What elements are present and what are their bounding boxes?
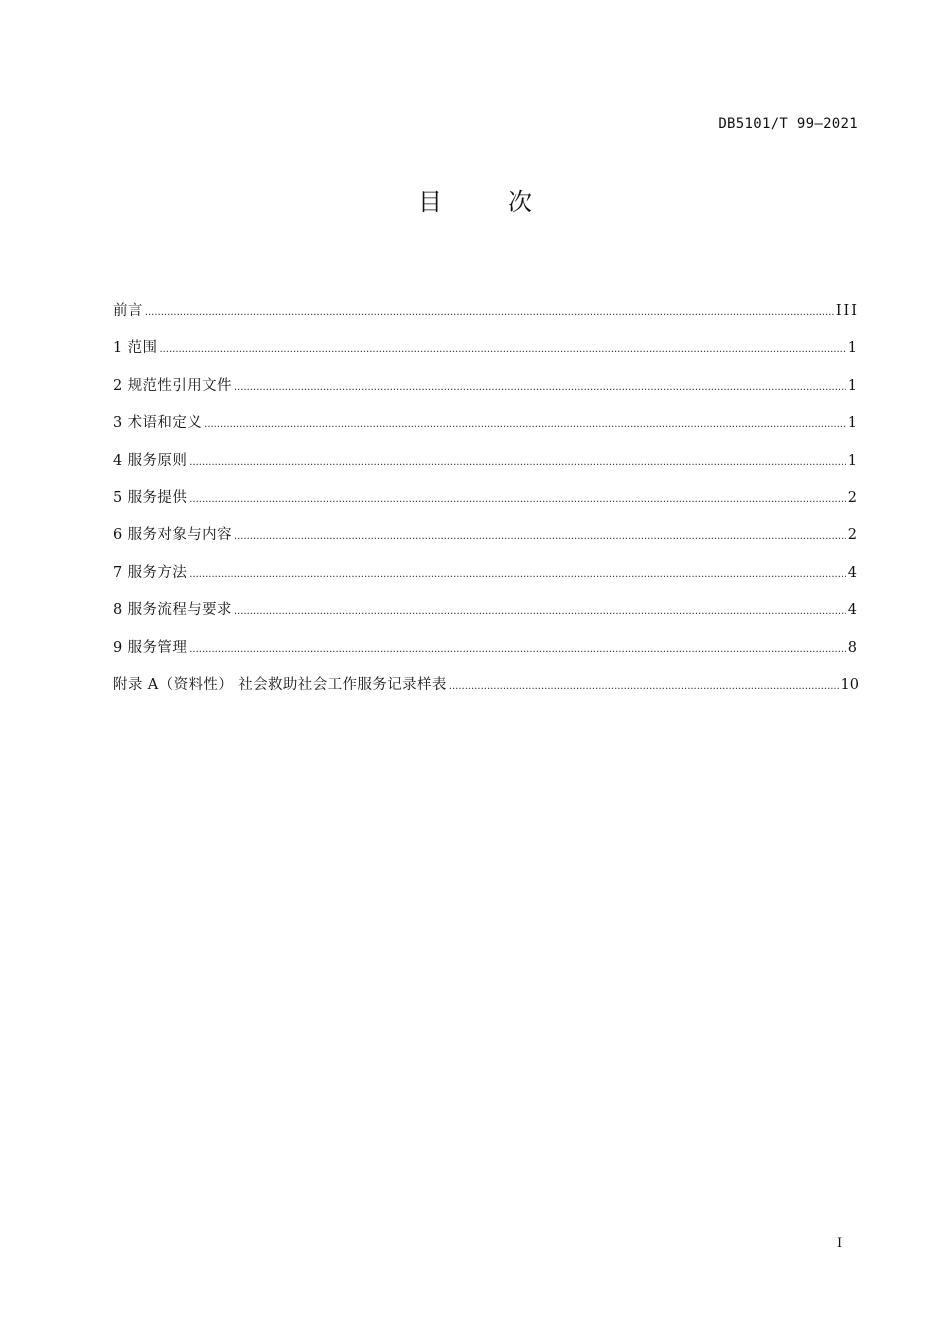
- toc-entry-label: 6 服务对象与内容: [113, 527, 232, 544]
- toc-entry-page: 1: [847, 340, 859, 357]
- toc-entry-service-provision[interactable]: [113, 487, 859, 524]
- toc-leader-dots: [449, 676, 839, 698]
- toc-entry-service-methods[interactable]: [113, 562, 859, 599]
- toc-leader-dots: [189, 564, 846, 586]
- toc-entry-page: 2: [847, 489, 859, 506]
- toc-leader-dots: [145, 302, 834, 324]
- toc-leader-dots: [159, 339, 845, 361]
- toc-entry-page: 10: [840, 676, 859, 693]
- toc-entry-label: 2 规范性引用文件: [113, 377, 232, 394]
- toc-entry-label: 7 服务方法: [113, 564, 188, 581]
- toc-entry-page: 1: [847, 415, 859, 432]
- toc-entry-appendix-a[interactable]: [113, 674, 859, 711]
- toc-entry-label: 3 术语和定义: [113, 415, 203, 432]
- page-number: I: [837, 1236, 843, 1251]
- toc-entry-normative-references[interactable]: [113, 375, 859, 412]
- toc-entry-service-process[interactable]: [113, 599, 859, 636]
- document-code: DB5101/T 99—2021: [718, 116, 858, 132]
- toc-entry-scope[interactable]: [113, 337, 859, 374]
- toc-entry-label: 4 服务原则: [113, 452, 188, 469]
- toc-entry-page: 2: [847, 527, 859, 544]
- toc-entry-label: 附录 A（资料性） 社会救助社会工作服务记录样表: [113, 676, 447, 693]
- toc-entry-page: 4: [847, 602, 859, 619]
- toc-entry-label: 8 服务流程与要求: [113, 602, 232, 619]
- toc-leader-dots: [189, 452, 846, 474]
- toc-leader-dots: [234, 377, 846, 399]
- toc-entry-page: III: [835, 303, 859, 319]
- toc-leader-dots: [204, 414, 846, 436]
- toc-leader-dots: [234, 601, 846, 623]
- toc-entry-terms-definitions[interactable]: [113, 412, 859, 449]
- toc-leader-dots: [234, 526, 846, 548]
- toc-entry-page: 1: [847, 377, 859, 394]
- toc-entry-foreword[interactable]: [113, 300, 859, 337]
- toc-entry-page: 8: [847, 639, 859, 656]
- toc-leader-dots: [189, 489, 846, 511]
- toc-entry-service-principles[interactable]: [113, 450, 859, 487]
- toc-entry-page: 1: [847, 452, 859, 469]
- toc-entry-label: 5 服务提供: [113, 489, 188, 506]
- toc-leader-dots: [189, 639, 846, 661]
- page-title: [0, 182, 950, 217]
- table-of-contents: [113, 300, 859, 711]
- toc-entry-service-objects-content[interactable]: [113, 524, 859, 561]
- toc-entry-label: 1 范围: [113, 340, 158, 357]
- title-part-1: 目: [418, 188, 442, 216]
- title-part-2: 次: [508, 188, 532, 216]
- toc-entry-page: 4: [847, 564, 859, 581]
- toc-entry-label: 9 服务管理: [113, 639, 188, 656]
- toc-entry-label: 前言: [113, 303, 143, 319]
- toc-entry-service-management[interactable]: [113, 637, 859, 674]
